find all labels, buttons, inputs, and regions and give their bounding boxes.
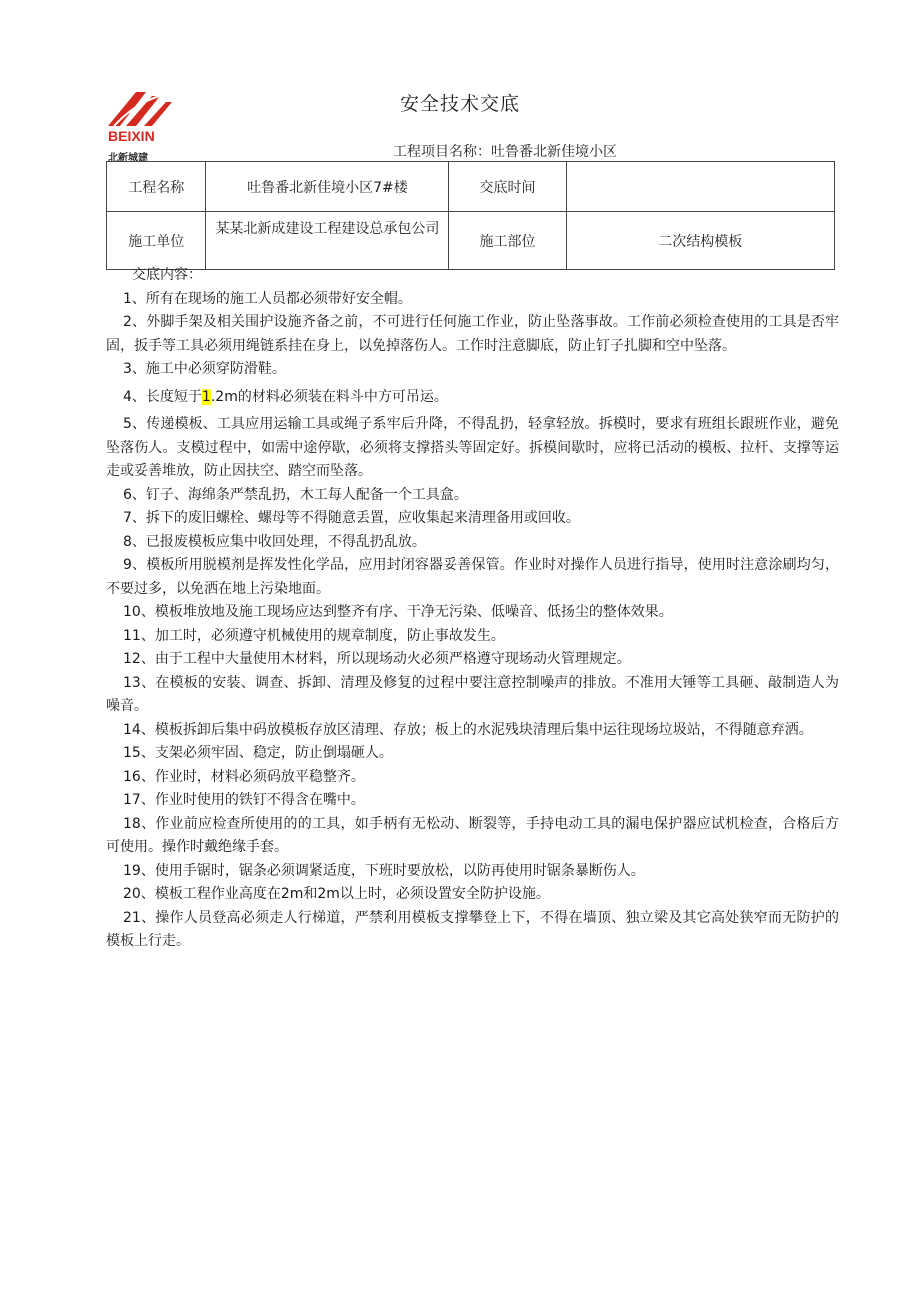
content-item-9: 9、模板所用脱模剂是挥发性化学品，应用封闭容器妥善保管。作业时对操作人员进行指导，使用时注意涂刷均匀，不要过多，以免洒在地上污染地面。 <box>106 557 839 597</box>
project-name-label: 工程名称 <box>107 162 206 212</box>
content-item-10: 10、模板堆放地及施工现场应达到整齐有序、干净无污染、低噪音、低扬尘的整体效果。 <box>123 604 673 620</box>
handover-time-label: 交底时间 <box>449 162 566 212</box>
content-item-21: 21、操作人员登高必须走人行梯道，严禁利用模板支撑攀登上下，不得在墙顶、独立梁及其它高处狭窄而无防护的模板上行走。 <box>106 909 839 949</box>
construction-part-label: 施工部位 <box>449 212 566 270</box>
project-name-line: 工程项目名称：吐鲁番北新佳境小区 <box>393 144 617 160</box>
project-name-value: 吐鲁番北新佳境小区7#楼 <box>206 162 449 212</box>
info-row-1 <box>107 162 835 212</box>
content-item-7: 7、拆下的废旧螺栓、螺母等不得随意丢置，应收集起来清理备用或回收。 <box>123 510 580 526</box>
content-item-5: 5、传递模板、工具应用运输工具或绳子系牢后升降，不得乱扔，轻拿轻放。拆模时，要求有班组长跟班作业，避免坠落伤人。支模过程中，如需中途停歇，必须将支撑搭头等固定好。拆模间歇时，应将已活动的模板、拉杆、支撑等运走或妥善堆放，防止因扶空、踏空而坠落。 <box>106 416 839 479</box>
item4-prefix: 4、长度短于 <box>123 388 202 405</box>
content-item-20: 20、模板工程作业高度在2m和2m以上时，必须设置安全防护设施。 <box>123 886 550 902</box>
content-item-14: 14、模板拆卸后集中码放模板存放区清理、存放；板上的水泥残块清理后集中运往现场垃圾站，不得随意弃洒。 <box>123 721 813 738</box>
content-item-11: 11、加工时，必须遵守机械使用的规章制度，防止事故发生。 <box>123 627 505 644</box>
content-item-18: 18、作业前应检查所使用的的工具，如手柄有无松动、断裂等，手持电动工具的漏电保护器应试机检查，合格后方可使用。操作时戴绝缘手套。 <box>106 815 839 855</box>
handover-time-value <box>566 162 834 212</box>
handover-content <box>106 264 839 954</box>
content-item-2: 2、外脚手架及相关围护设施齐备之前，不可进行任何施工作业，防止坠落事故。工作前必须检查使用的工具是否牢固，扳手等工具必须用绳链系挂在身上，以免掉落伤人。工作时注意脚底，防止钉子扎脚和空中坠落。 <box>106 314 839 354</box>
content-item-16: 16、作业时，材料必须码放平稳整齐。 <box>123 768 365 785</box>
content-item-19: 19、使用手锯时，锯条必须调紧适度，下班时要放松，以防再使用时锯条暴断伤人。 <box>123 862 645 879</box>
info-row-2 <box>107 212 835 270</box>
item4-highlight: 1 <box>201 388 211 405</box>
content-heading: 交底内容： <box>132 267 202 283</box>
document-title: 安全技术交底 <box>399 93 520 115</box>
construction-unit-label: 施工单位 <box>107 212 206 270</box>
content-item-15: 15、支架必须牢固、稳定，防止倒塌砸人。 <box>123 745 393 761</box>
construction-part-value: 二次结构模板 <box>566 212 834 270</box>
content-item-4 <box>106 386 839 410</box>
content-item-6: 6、钉子、海绵条严禁乱扔，木工每人配备一个工具盒。 <box>123 486 468 503</box>
logo-text-cn: 北新城建 <box>108 153 148 164</box>
construction-unit-value: 某某北新成建设工程建设总承包公司 <box>206 212 449 270</box>
logo-text-en: BEIXIN <box>108 128 155 144</box>
content-item-12: 12、由于工程中大量使用木材料，所以现场动火必须严格遵守现场动火管理规定。 <box>123 651 631 667</box>
content-item-1: 1、所有在现场的施工人员都必须带好安全帽。 <box>123 290 412 307</box>
info-table <box>106 161 835 270</box>
item4-suffix: .2m的材料必须装在料斗中方可吊运。 <box>210 388 448 405</box>
content-item-13: 13、在模板的安装、调查、拆卸、清理及修复的过程中要注意控制噪声的排放。不准用大锤等工具砸、敲制造人为噪音。 <box>106 674 839 714</box>
content-item-8: 8、已报废模板应集中收回处理，不得乱扔乱放。 <box>123 533 426 550</box>
content-item-17: 17、作业时使用的铁钉不得含在嘴中。 <box>123 792 365 808</box>
content-item-3: 3、施工中必须穿防滑鞋。 <box>123 361 286 377</box>
